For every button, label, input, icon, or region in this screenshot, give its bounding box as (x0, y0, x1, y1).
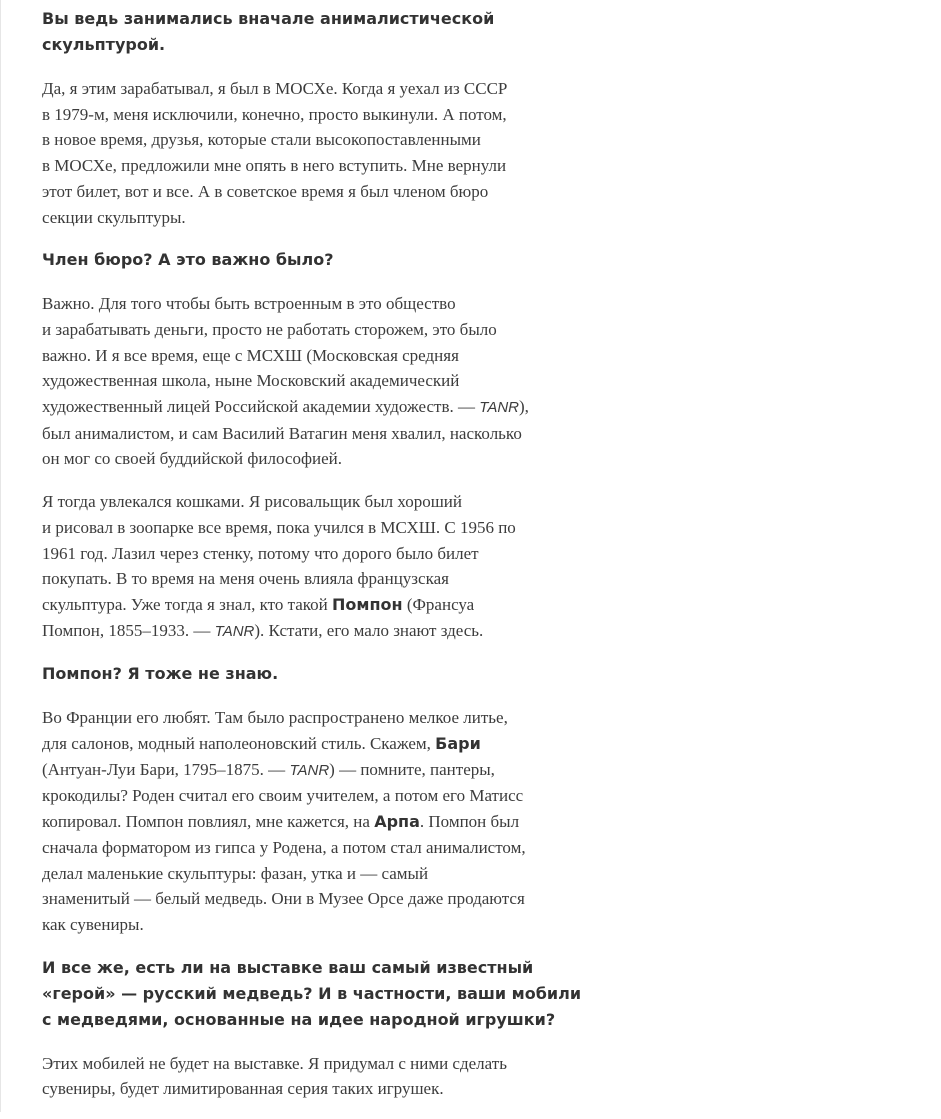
answer-text: (Франсуа Помпон, 1855–1933. — (42, 594, 475, 640)
question-animalist-sculpture: Вы ведь занимались вначале анималистической скульптурой. (42, 9, 495, 54)
question-pompon: Помпон? Я тоже не знаю. (42, 664, 279, 684)
answer-cats-pompon (42, 489, 612, 644)
answer-text: ). Кстати, его мало знают здесь. (254, 620, 484, 640)
answer-mobiles: Этих мобилей не будет на выставке. Я придумал с ними сделать сувениры, будет лимитированная серия таких игрушек. (42, 1053, 507, 1099)
tanr-note: TANR (289, 761, 330, 779)
interview-article (42, 6, 612, 1119)
answer-text: . Помпон был сначала форматором из гипса у Родена, а потом стал анималистом, делал маленькие скульптуры: фазан, утка и — самый знаменитый — белый медведь. Они в Музее Орсе даже продаются как сувениры. (42, 812, 526, 934)
answer-mosh-membership: Да, я этим зарабатывал, я был в МОСХе. Когда я уехал из СССР в 1979-м, меня исключили, конечно, просто выкинули. А потом, в новое время, друзья, которые стали высокопоставленными в МОСХе, предложили мне опять в него вступить. Мне вернули этот билет, вот и все. А в советское время я был членом бюро секции скульптуры. (42, 79, 508, 227)
answer-france-pompon (42, 705, 612, 937)
name-barye: Бари (435, 734, 481, 754)
tanr-note: TANR (479, 399, 519, 417)
page-left-border (0, 0, 1, 1112)
answer-importance (42, 291, 612, 472)
answer-text: ) — помните, пантеры, крокодилы? Роден считал его своим учителем, а потом его Матисс копировал. Помпон повлиял, мне кажется, на (42, 759, 524, 832)
tanr-note: TANR (214, 622, 255, 640)
answer-text: Во Франции его любят. Там было распространено мелкое литье, для салонов, модный наполеоновский стиль. Скажем, (42, 708, 508, 754)
answer-text: Важно. Для того чтобы быть встроенным в это общество и зарабатывать деньги, просто не работать сторожем, это было важно. И я все время, еще с МСХШ (Московская средняя художественная школа, ныне Московский академический художественный лицей Российской академии художеств. — (42, 294, 497, 417)
name-pompon: Помпон (332, 594, 403, 614)
question-russian-bear: И все же, есть ли на выставке ваш самый известный «герой» — русский медведь? И в частности, ваши мобили с медведями, основанные на идее народной игрушки? (42, 957, 582, 1029)
answer-text: (Антуан-Луи Бари, 1795–1875. — (42, 759, 286, 779)
answer-text: Я тогда увлекался кошками. Я рисовальщик был хороший и рисовал в зоопарке все время, пока учился в МСХШ. С 1956 по 1961 год. Лазил через стенку, потому что дорого было билет покупать. В то время на меня очень влияла французская скульптура. Уже тогда я знал, кто такой (42, 492, 516, 614)
answer-text: ), был анималистом, и сам Василий Ватагин меня хвалил, насколько он мог со своей буддийской философией. (42, 397, 529, 469)
name-arp: Арпа (374, 812, 420, 832)
question-bureau-member: Член бюро? А это важно было? (42, 250, 334, 270)
